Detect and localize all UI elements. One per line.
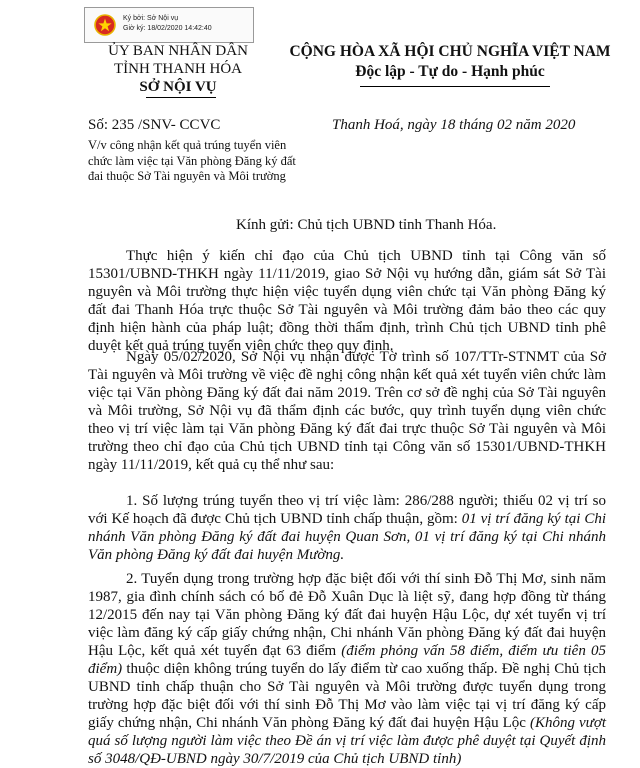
- paragraph-1-text: Thực hiện ý kiến chỉ đạo của Chủ tịch UBND tỉnh tại Công văn số 15301/UBND-THKH ngày 11/11/2019, giao Sở Nội vụ hướng dẫn, giám sát Sở Tài nguyên và Môi trường thực hiện việc tuyển dụng viên chức tại Văn phòng Đăng ký đất đai Thanh Hóa trực thuộc Sở Tài nguyên và Môi trường đảm bảo theo các quy định hiện hành của pháp luật; đồng thời thẩm định, trình Chủ tịch UBND tỉnh phê duyệt kết quả trúng tuyển viên chức theo quy định.: [88, 248, 606, 354]
- paragraph-3-text: 1. Số lượng trúng tuyển theo vị trí việc làm: 286/288 người; thiếu 02 vị trí so với Kế hoạch đã được Chủ tịch UBND tỉnh chấp thuận, gồm:: [88, 493, 606, 527]
- signature-signer: Ký bởi: Sở Nội vụ: [123, 15, 179, 22]
- issuing-agency: [60, 42, 296, 96]
- paragraph-4: [88, 570, 606, 768]
- document-date: Thanh Hoá, ngày 18 tháng 02 năm 2020: [332, 117, 576, 133]
- country-name: CỘNG HÒA XÃ HỘI CHỦ NGHĨA VIỆT NAM: [289, 43, 611, 60]
- digital-signature-box: [84, 7, 254, 43]
- paragraph-3-italic: 01 vị trí đăng ký tại Chi nhánh Văn phòng Đăng ký đất đai huyện Quan Sơn, 01 vị trí đăng ký tại Chi nhánh Văn phòng Đăng ký đất đai huyện Mường.: [88, 511, 606, 563]
- paragraph-4-text-a: 2. Tuyển dụng trong trường hợp đặc biệt đối với thí sinh Đỗ Thị Mơ, sinh năm 1987, gia đình chính sách có bố đẻ Đỗ Xuân Dục là liệt sỹ, đang hợp đồng từ tháng 12/2015 đến nay tại Văn phòng Đăng ký đất đai huyện Hậu Lộc, dự xét tuyển vị trí việc làm đăng ký cấp giấy chứng nhận, Chi nhánh Văn phòng Đăng ký đất đai huyện Hậu Lộc, kết quả xét tuyển đạt 63 điểm: [88, 571, 606, 659]
- agency-underline: [146, 97, 216, 98]
- agency-line-2: TỈNH THANH HÓA: [113, 61, 243, 77]
- agency-line-1: ỦY BAN NHÂN DÂN: [108, 43, 248, 59]
- paragraph-1: [88, 247, 606, 355]
- motto: Độc lập - Tự do - Hạnh phúc: [355, 63, 545, 80]
- paragraph-2-text: Ngày 05/02/2020, Sở Nội vụ nhận được Tờ trình số 107/TTr-STNMT của Sở Tài nguyên và Môi trường về việc đề nghị công nhận kết quả xét tuyển viên chức làm việc tại Văn phòng Đăng ký đất đai năm 2019. Trên cơ sở đề nghị của Sở Tài nguyên và Môi trường, Sở Nội vụ đã thẩm định các bước, quy trình tuyển dụng viên chức theo vị trí việc làm tại Văn phòng Đăng ký đất đai trực thuộc Sở Tài nguyên và Môi trường theo chỉ đạo của Chủ tịch UBND tỉnh tại Công văn số 15301/UBND-THKH ngày 11/11/2019, kết quả cụ thể như sau:: [88, 349, 606, 473]
- paragraph-4-italic-d: (Không vượt quá số lượng người làm việc theo Đề án vị trí việc làm được phê duyệt tại Quyết định số 3048/QĐ-UBND ngày 30/7/2019 của Chủ tịch UBND tỉnh): [88, 715, 607, 767]
- document-subject: V/v công nhận kết quả trúng tuyển viên chức làm việc tại Văn phòng Đăng ký đất đai thuộc Sở Tài nguyên và Môi trường: [88, 138, 296, 183]
- signature-time: Giờ ký: 18/02/2020 14:42:40: [123, 25, 212, 32]
- paragraph-4-italic-b: (điểm phỏng vấn 58 điểm, điểm ưu tiên 05 điểm): [88, 643, 606, 677]
- paragraph-4-text-c: thuộc diện không trúng tuyển do lấy điểm từ cao xuống thấp. Đề nghị Chủ tịch UBND tỉnh chấp thuận cho Sở Tài nguyên và Môi trường được tuyển dụng trong trường hợp đặc biệt đối với thí sinh Đỗ Thị Mơ vào làm việc tại vị trí đăng ký cấp giấy chứng nhận, Chi nhánh Văn phòng Đăng ký đất đai huyện Hậu Lộc: [88, 661, 606, 731]
- agency-line-3: SỞ NỘI VỤ: [139, 79, 217, 95]
- national-emblem-icon: [92, 14, 118, 36]
- national-motto: [280, 42, 620, 82]
- document-number: Số: 235 /SNV- CCVC: [88, 117, 221, 133]
- motto-underline: [360, 86, 550, 87]
- recipient-line: Kính gửi: Chủ tịch UBND tỉnh Thanh Hóa.: [236, 217, 497, 233]
- signature-info: [123, 14, 212, 34]
- paragraph-3: [88, 492, 606, 564]
- paragraph-2: [88, 348, 606, 474]
